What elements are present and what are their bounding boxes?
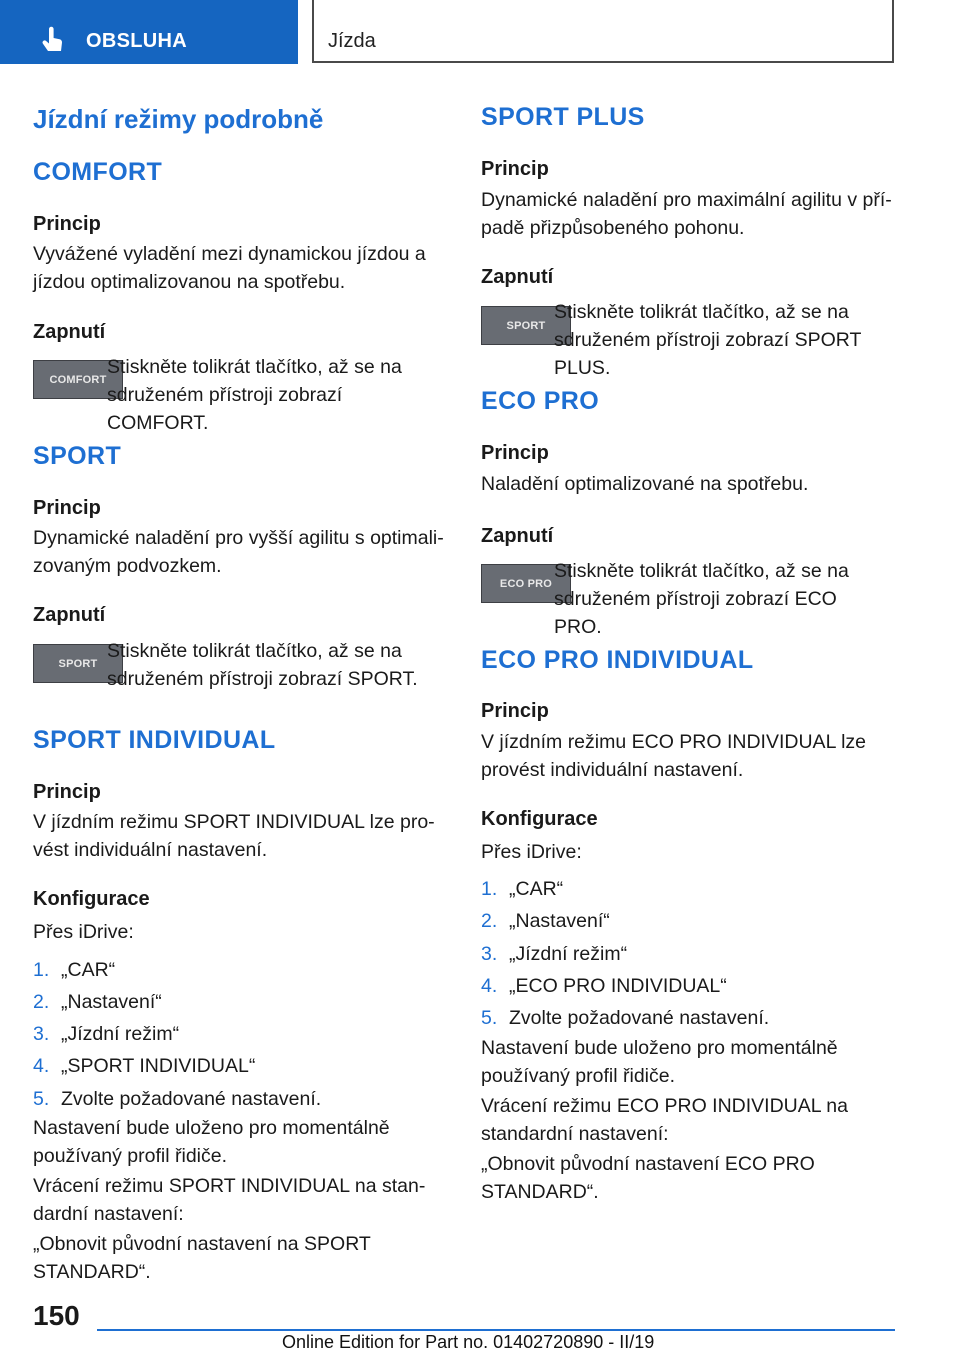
sport-individual-heading: SPORT INDIVIDUAL (33, 726, 276, 754)
eco-pro-individual-config-label: Konfigurace (481, 808, 598, 830)
eco-pro-instruction: Stiskněte tolikrát tlačítko, až se na sdruženém přístroji zobrazí ECO PRO. (554, 560, 849, 638)
list-item: 1. „CAR“ (33, 959, 116, 981)
comfort-heading: COMFORT (33, 158, 163, 186)
section-tab[interactable] (0, 0, 298, 64)
eco-pro-individual-reset-note: Vrácení režimu ECO PRO INDIVIDUAL na standardní nastavení: (481, 1095, 848, 1145)
comfort-instruction: Stiskněte tolikrát tlačítko, až se na sdruženém přístroji zobrazí COMFORT. (107, 356, 402, 434)
sport-enable-label: Zapnutí (33, 604, 106, 626)
eco-pro-principle-text: Naladění optimalizované na spotřebu. (481, 473, 809, 495)
sport-instruction: Stiskněte tolikrát tlačítko, až se na sdruženém přístroji zobrazí SPORT. (107, 640, 418, 690)
footer-divider (97, 1329, 895, 1331)
comfort-principle-label: Princip (33, 213, 101, 235)
page-number: 150 (33, 1300, 80, 1331)
list-item: 5. Zvolte požadované nastavení. (33, 1088, 322, 1110)
sport-plus-button-image: SPORT (481, 306, 571, 345)
section-label: OBSLUHA (86, 30, 187, 52)
list-item: 4. „SPORT INDIVIDUAL“ (33, 1055, 256, 1077)
sport-individual-principle-text: V jízdním režimu SPORT INDIVIDUAL lze provést individuální nastavení. (33, 811, 435, 861)
chapter-header (312, 0, 894, 63)
footer-edition: Online Edition for Part no. 01402720890 - II/19 (282, 1332, 655, 1352)
sport-principle-text: Dynamické naladění pro vyšší agilitu s optimalizovaným podvozkem. (33, 527, 444, 577)
eco-pro-individual-heading: ECO PRO INDIVIDUAL (481, 646, 754, 674)
comfort-button-image: COMFORT (33, 360, 123, 399)
eco-pro-individual-principle-label: Princip (481, 700, 549, 722)
sport-individual-via: Přes iDrive: (33, 921, 134, 943)
chapter-label: Jízda (328, 30, 376, 52)
sport-plus-heading: SPORT PLUS (481, 103, 645, 131)
eco-pro-enable-label: Zapnutí (481, 525, 554, 547)
sport-plus-principle-text: Dynamické naladění pro maximální agilitu v případě přizpůsobeného pohonu. (481, 189, 892, 239)
eco-pro-individual-saved-note: Nastavení bude uloženo pro momentálně používaný profil řidiče. (481, 1037, 838, 1087)
sport-heading: SPORT (33, 442, 122, 470)
eco-pro-individual-via: Přes iDrive: (481, 841, 582, 863)
list-item: 3. „Jízdní režim“ (33, 1023, 180, 1045)
sport-plus-instruction: Stiskněte tolikrát tlačítko, až se na sdruženém přístroji zobrazí SPORT PLUS. (554, 301, 862, 379)
eco-pro-individual-principle-text: V jízdním režimu ECO PRO INDIVIDUAL lze provést individuální nastavení. (481, 731, 867, 781)
eco-pro-principle-label: Princip (481, 442, 549, 464)
list-item: 2. „Nastavení“ (33, 991, 162, 1013)
list-item: 2. „Nastavení“ (481, 910, 610, 932)
eco-pro-heading: ECO PRO (481, 387, 600, 415)
sport-individual-reset-action: „Obnovit původní nastavení na SPORT STANDARD“. (33, 1233, 371, 1283)
sport-principle-label: Princip (33, 497, 101, 519)
list-item: 4. „ECO PRO INDIVIDUAL“ (481, 975, 727, 997)
comfort-principle-text: Vyvážené vyladění mezi dynamickou jízdou a jízdou optimalizovanou na spotřebu. (33, 243, 426, 293)
sport-plus-principle-label: Princip (481, 158, 549, 180)
hand-pointer-icon (38, 26, 68, 56)
sport-button-image: SPORT (33, 644, 123, 683)
list-item: 1. „CAR“ (481, 878, 564, 900)
list-item: 5. Zvolte požadované nastavení. (481, 1007, 770, 1029)
list-item: 3. „Jízdní režim“ (481, 943, 628, 965)
sport-individual-saved-note: Nastavení bude uloženo pro momentálně používaný profil řidiče. (33, 1117, 390, 1167)
page-title: Jízdní režimy podrobně (33, 104, 324, 134)
comfort-enable-label: Zapnutí (33, 321, 106, 343)
eco-pro-individual-reset-action: „Obnovit původní nastavení ECO PRO STANDARD“. (481, 1153, 815, 1203)
eco-pro-button-image: ECO PRO (481, 564, 571, 603)
sport-individual-config-label: Konfigurace (33, 888, 150, 910)
sport-individual-reset-note: Vrácení režimu SPORT INDIVIDUAL na standardní nastavení: (33, 1175, 426, 1225)
sport-plus-enable-label: Zapnutí (481, 266, 554, 288)
sport-individual-principle-label: Princip (33, 781, 101, 803)
